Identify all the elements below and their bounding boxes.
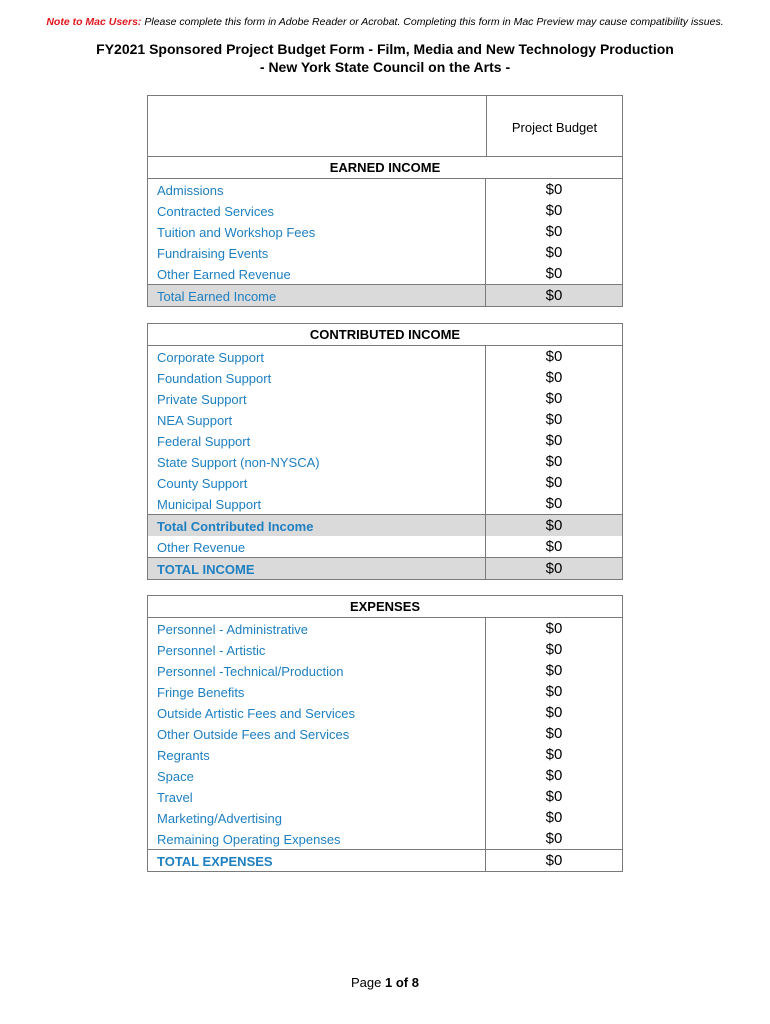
budget-header bbox=[147, 95, 623, 157]
budget-row-fringe bbox=[148, 681, 622, 702]
row-value-field[interactable]: $0 bbox=[545, 453, 563, 470]
row-label: Remaining Operating Expenses bbox=[148, 828, 486, 849]
row-value-field[interactable]: $0 bbox=[545, 662, 563, 679]
budget-row-outside-artistic bbox=[148, 702, 622, 723]
row-total-value: $0 bbox=[545, 287, 563, 304]
contributed-income-section bbox=[147, 323, 623, 580]
row-label: Municipal Support bbox=[148, 493, 486, 514]
row-value-field[interactable]: $0 bbox=[545, 746, 563, 763]
row-label: NEA Support bbox=[148, 409, 486, 430]
budget-row-marketing bbox=[148, 807, 622, 828]
budget-row-other-earned bbox=[148, 263, 622, 284]
row-label: Contracted Services bbox=[148, 200, 486, 221]
page-word: Page bbox=[351, 975, 382, 990]
row-label: Fringe Benefits bbox=[148, 681, 486, 702]
row-value-field[interactable]: $0 bbox=[545, 181, 563, 198]
row-label: Personnel -Technical/Production bbox=[148, 660, 486, 681]
row-label: TOTAL INCOME bbox=[148, 558, 486, 579]
form-title bbox=[0, 40, 770, 76]
row-label: Private Support bbox=[148, 388, 486, 409]
page-footer bbox=[0, 975, 770, 990]
row-value-field[interactable]: $0 bbox=[545, 369, 563, 386]
row-value-field[interactable]: $0 bbox=[545, 411, 563, 428]
row-label: Marketing/Advertising bbox=[148, 807, 486, 828]
budget-row-personnel-admin bbox=[148, 618, 622, 639]
page-number: 1 of 8 bbox=[385, 975, 419, 990]
row-value-field[interactable]: $0 bbox=[545, 683, 563, 700]
row-value-field[interactable]: $0 bbox=[545, 244, 563, 261]
row-value-field[interactable]: $0 bbox=[545, 348, 563, 365]
row-value-field[interactable]: $0 bbox=[545, 432, 563, 449]
budget-row-fundraising bbox=[148, 242, 622, 263]
budget-row-travel bbox=[148, 786, 622, 807]
budget-row-space bbox=[148, 765, 622, 786]
row-label: Space bbox=[148, 765, 486, 786]
budget-row-other-revenue bbox=[148, 536, 622, 557]
budget-row-personnel-artistic bbox=[148, 639, 622, 660]
row-value-field[interactable]: $0 bbox=[545, 495, 563, 512]
note-label: Note to Mac Users: bbox=[46, 16, 142, 28]
row-value-field[interactable]: $0 bbox=[545, 725, 563, 742]
budget-row-total-expenses bbox=[148, 849, 622, 871]
row-value-field[interactable]: $0 bbox=[545, 202, 563, 219]
row-label: Other Outside Fees and Services bbox=[148, 723, 486, 744]
budget-row-total-income bbox=[148, 557, 622, 579]
budget-row-total-earned bbox=[148, 284, 622, 306]
budget-row-corporate bbox=[148, 346, 622, 367]
row-label: State Support (non-NYSCA) bbox=[148, 451, 486, 472]
budget-row-state bbox=[148, 451, 622, 472]
row-value-field[interactable]: $0 bbox=[545, 788, 563, 805]
row-value-field[interactable]: $0 bbox=[545, 620, 563, 637]
mac-users-note bbox=[0, 16, 770, 28]
row-label: Other Earned Revenue bbox=[148, 263, 486, 284]
budget-row-nea bbox=[148, 409, 622, 430]
budget-row-county bbox=[148, 472, 622, 493]
row-value-field[interactable]: $0 bbox=[545, 641, 563, 658]
note-text: Please complete this form in Adobe Reader or Acrobat. Completing this form in Mac Preview may cause compatibility issues. bbox=[141, 16, 724, 28]
earned-income-section bbox=[147, 156, 623, 307]
row-value-field[interactable]: $0 bbox=[545, 767, 563, 784]
row-label: Total Contributed Income bbox=[148, 515, 486, 536]
row-label: Foundation Support bbox=[148, 367, 486, 388]
row-label: Fundraising Events bbox=[148, 242, 486, 263]
form-title-line1: FY2021 Sponsored Project Budget Form - Film, Media and New Technology Production bbox=[96, 41, 674, 57]
row-value-field[interactable]: $0 bbox=[545, 223, 563, 240]
row-value-field[interactable]: $0 bbox=[545, 830, 563, 847]
budget-row-municipal bbox=[148, 493, 622, 514]
budget-row-private bbox=[148, 388, 622, 409]
row-label: Tuition and Workshop Fees bbox=[148, 221, 486, 242]
row-label: Other Revenue bbox=[148, 536, 486, 557]
row-value-field[interactable]: $0 bbox=[545, 704, 563, 721]
budget-row-federal bbox=[148, 430, 622, 451]
row-value-field[interactable]: $0 bbox=[545, 809, 563, 826]
row-label: Outside Artistic Fees and Services bbox=[148, 702, 486, 723]
row-value-field[interactable]: $0 bbox=[545, 265, 563, 282]
row-value-field[interactable]: $0 bbox=[545, 538, 563, 555]
row-total-value: $0 bbox=[545, 560, 563, 577]
budget-row-regrants bbox=[148, 744, 622, 765]
budget-row-tuition bbox=[148, 221, 622, 242]
row-label: Admissions bbox=[148, 179, 486, 200]
budget-row-contracted-services bbox=[148, 200, 622, 221]
row-label: TOTAL EXPENSES bbox=[148, 850, 486, 871]
budget-row-personnel-technical bbox=[148, 660, 622, 681]
row-total-value: $0 bbox=[545, 852, 563, 869]
row-label: Regrants bbox=[148, 744, 486, 765]
row-value-field[interactable]: $0 bbox=[545, 390, 563, 407]
form-title-line2: - New York State Council on the Arts - bbox=[259, 59, 511, 75]
budget-row-total-contributed bbox=[148, 514, 622, 536]
row-label: County Support bbox=[148, 472, 486, 493]
earned-income-heading: EARNED INCOME bbox=[148, 157, 622, 179]
row-total-value: $0 bbox=[545, 517, 563, 534]
budget-row-admissions bbox=[148, 179, 622, 200]
row-label: Personnel - Artistic bbox=[148, 639, 486, 660]
project-budget-heading: Project Budget bbox=[511, 120, 598, 135]
budget-row-remaining-operating bbox=[148, 828, 622, 849]
contributed-income-heading: CONTRIBUTED INCOME bbox=[148, 324, 622, 346]
row-label: Corporate Support bbox=[148, 346, 486, 367]
expenses-section bbox=[147, 595, 623, 872]
budget-row-other-outside bbox=[148, 723, 622, 744]
row-label: Total Earned Income bbox=[148, 285, 486, 306]
row-value-field[interactable]: $0 bbox=[545, 474, 563, 491]
row-label: Federal Support bbox=[148, 430, 486, 451]
expenses-heading: EXPENSES bbox=[148, 596, 622, 618]
budget-row-foundation bbox=[148, 367, 622, 388]
row-label: Personnel - Administrative bbox=[148, 618, 486, 639]
row-label: Travel bbox=[148, 786, 486, 807]
